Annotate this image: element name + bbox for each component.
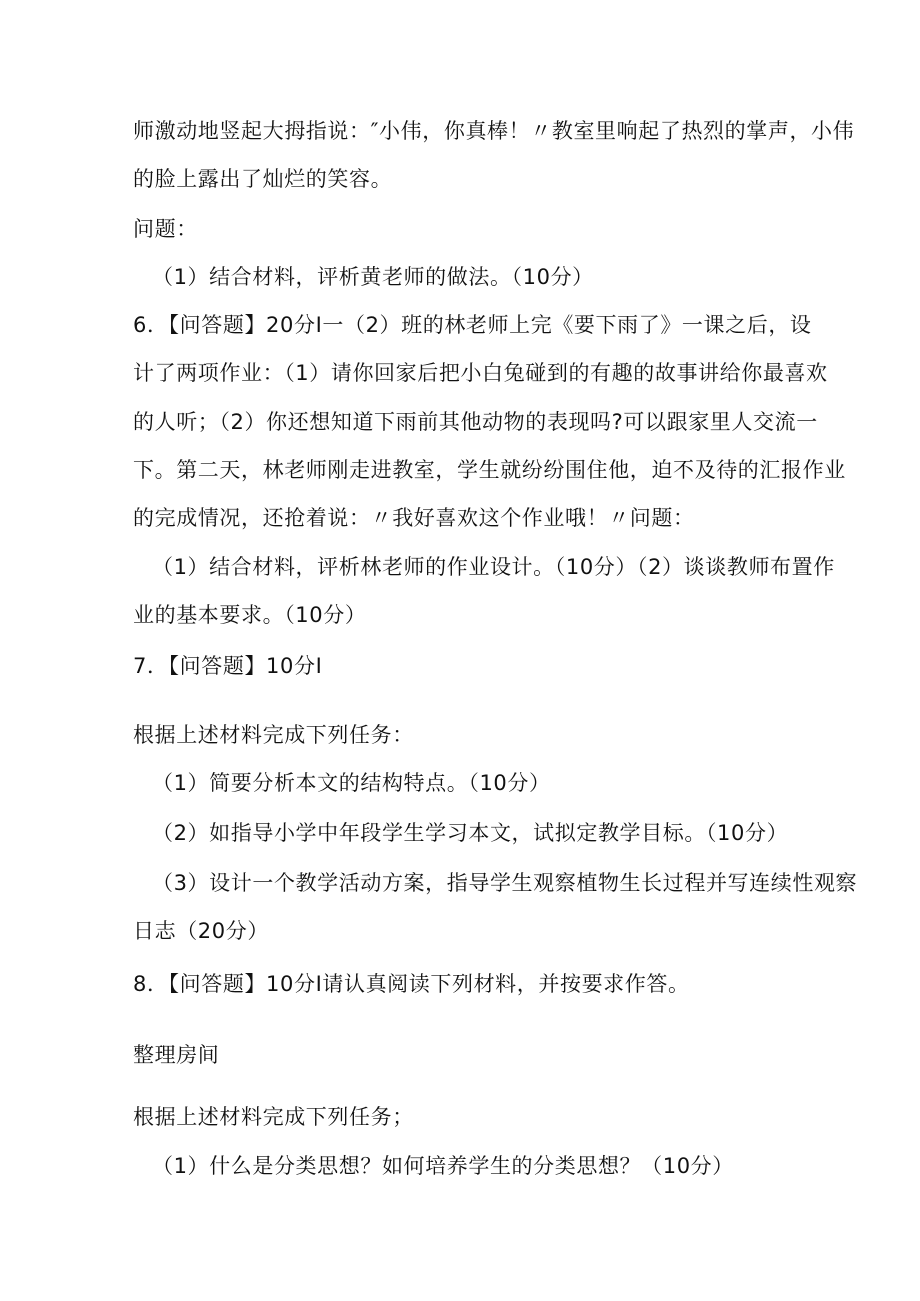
question-label: 问题： [133,217,198,241]
text-line: 的完成情况，还抢着说：〃我好喜欢这个作业哦！〃问题： [133,506,695,530]
question-heading-8: 8．【问答题】10分I请认真阅读下列材料，并按要求作答。 [133,972,690,996]
sub-question: （1）结合材料，评析林老师的作业设计。（10分）（2）谈谈教师布置作 [152,555,835,579]
sub-question: （1）结合材料，评析黄老师的做法。（10分） [152,265,594,289]
sub-question: （3）设计一个教学活动方案，指导学生观察植物生长过程并写连续性观察 [152,871,858,895]
text-line: 的人听；（2）你还想知道下雨前其他动物的表现吗?可以跟家里人交流一 [133,410,818,434]
question-heading-6: 6．【问答题】20分I一（2）班的林老师上完《要下雨了》一课之后，设 [133,313,812,337]
text-line: 下。第二天，林老师刚走进教室，学生就纷纷围住他，迫不及待的汇报作业 [133,458,846,482]
text-line: 师激动地竖起大拇指说：″小伟，你真棒！〃教室里响起了热烈的掌声，小伟 [133,119,855,143]
sub-question: （2）如指导小学中年段学生学习本文，试拟定教学目标。（10分） [152,821,789,845]
question-heading-7: 7．【问答题】10分I [133,654,323,678]
task-intro: 根据上述材料完成下列任务； [133,1105,414,1129]
text-line: 计了两项作业：（1）请你回家后把小白兔碰到的有趣的故事讲给你最喜欢 [133,361,828,385]
sub-question: （1）简要分析本文的结构特点。（10分） [152,771,551,795]
text-line: 日志（20分） [133,919,269,943]
task-intro: 根据上述材料完成下列任务： [133,723,414,747]
text-line: 的脸上露出了灿烂的笑容。 [133,167,393,191]
material-title: 整理房间 [133,1043,220,1067]
sub-question: （1）什么是分类思想？如何培养学生的分类思想？（10分） [152,1154,734,1178]
text-line: 业的基本要求。（10分） [133,603,367,627]
